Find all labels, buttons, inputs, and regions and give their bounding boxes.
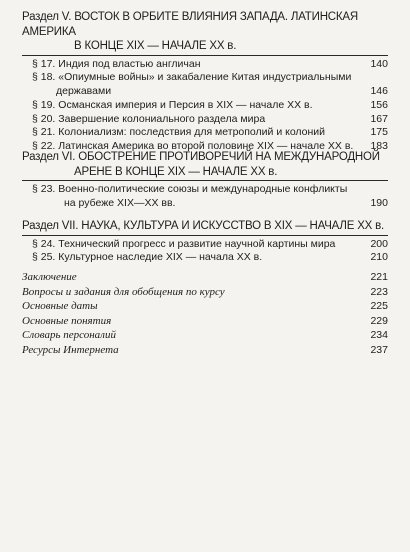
section-5-title-line2: В КОНЦЕ XIX — НАЧАЛЕ XX в. [74,40,237,52]
entry-page: 167 [370,112,388,125]
toc-entry-17[interactable] [22,58,388,72]
entry-title: Колониализм: последствия для метрополий и колоний [58,126,326,139]
entry-title: Османская империя и Персия в XIX — начале XX в. [58,98,313,111]
closing-page: 234 [370,329,388,342]
entry-page: 140 [370,57,388,70]
toc-item-dates[interactable] [22,299,388,314]
section-7-rule [22,235,388,236]
toc-entry-23[interactable] [22,183,388,211]
entry-page: 210 [370,251,388,264]
section-6-title [22,150,388,179]
entry-number: § 18. [32,71,56,84]
closing-title: Ресурсы Интернета [22,343,119,356]
toc-item-internet[interactable] [22,343,388,358]
closing-page: 225 [370,300,388,313]
entry-page: 183 [370,140,388,153]
section-5-rule [22,55,388,56]
entry-number: § 17. [32,57,56,70]
section-6 [22,150,388,211]
entry-title: Военно-политические союзы и международные конфликты [58,183,348,195]
section-5-title-line1: Раздел V. ВОСТОК В ОРБИТЕ ВЛИЯНИЯ ЗАПАДА. ЛАТИНСКАЯ АМЕРИКА [22,11,358,38]
toc-entry-18[interactable] [22,71,388,99]
entry-number: § 19. [32,98,56,111]
closing-title: Вопросы и задания для обобщения по курсу [22,285,225,298]
closing-title: Словарь персоналий [22,329,116,342]
entry-number: § 23. [32,183,56,195]
entry-number: § 25. [32,251,56,264]
entry-title: Латинская Америка во второй половине XIX — начале XX в. [58,140,354,153]
toc-entry-19[interactable] [22,99,388,113]
section-6-title-line1: Раздел VI. ОБОСТРЕНИЕ ПРОТИВОРЕЧИЙ НА МЕЖДУНАРОДНОЙ [22,151,380,163]
section-7-title [22,219,388,234]
entry-title-cont: державами [56,85,112,98]
section-5 [22,10,388,154]
entry-title: Завершение колониального раздела мира [58,112,266,125]
toc-item-concepts[interactable] [22,314,388,329]
toc-item-persons[interactable] [22,328,388,343]
toc-entry-20[interactable] [22,113,388,127]
entry-title: «Опиумные войны» и закабаление Китая индустриальными [58,71,352,84]
section-5-title [22,10,388,54]
entry-page: 156 [370,98,388,111]
closing-page: 237 [370,343,388,356]
closing-page: 221 [370,271,388,283]
entry-number: § 22. [32,140,56,153]
section-6-rule [22,180,388,181]
toc-entry-25[interactable] [22,251,388,265]
toc-entry-24[interactable] [22,238,388,252]
entry-title: Технический прогресс и развитие научной картины мира [58,237,336,250]
closing-title: Основные понятия [22,314,112,327]
entry-page: 200 [370,237,388,250]
section-7 [22,219,388,265]
entry-title: Индия под властью англичан [58,57,201,70]
entry-page: 190 [370,196,388,209]
closing-title: Заключение [22,271,77,283]
closing-title: Основные даты [22,300,98,313]
entry-title-cont: на рубеже XIX—XX вв. [64,196,176,209]
entry-page: 175 [370,126,388,139]
entry-number: § 24. [32,237,56,250]
toc-item-questions[interactable] [22,285,388,300]
entry-page: 146 [370,85,388,98]
toc-item-conclusion[interactable] [22,270,388,285]
section-6-title-line2: АРЕНЕ В КОНЦЕ XIX — НАЧАЛЕ XX в. [74,165,278,178]
entry-number: § 20. [32,112,56,125]
closing-list [22,270,388,358]
section-7-title-line1: Раздел VII. НАУКА, КУЛЬТУРА И ИСКУССТВО В XIX — НАЧАЛЕ XX в. [22,220,385,232]
entry-title: Культурное наследие XIX — начала XX в. [58,251,263,264]
closing-page: 223 [370,285,388,298]
closing-page: 229 [370,314,388,327]
entry-number: § 21. [32,126,56,139]
toc-entry-21[interactable] [22,126,388,140]
